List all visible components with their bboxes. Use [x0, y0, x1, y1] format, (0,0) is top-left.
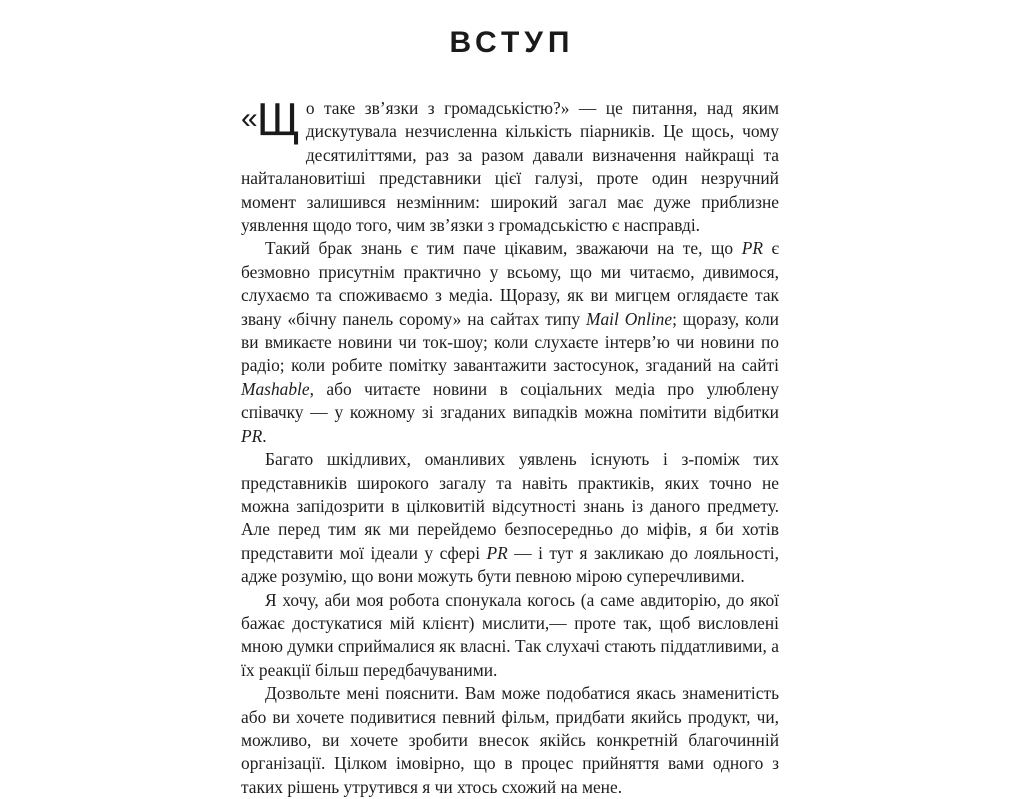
drop-cap-letter: Щ: [256, 93, 300, 145]
paragraph-3-part-a: Багато шкідливих, оманливих уявлень існують і з-поміж тих представників широкого загалу та навіть практиків, яких точно не можна запідозрити в цілковитій відсутності знань із даного предмету. Але перед тим як ми перейдемо безпосередньо до міфів, я би хотів представити мої ідеали у сфері: [241, 449, 779, 563]
paragraph-2-part-e: .: [262, 425, 267, 446]
paragraph-1-text: о таке зв’язки з громадськістю?» — це питання, над яким дискутувала незчисленна кількість піарників. Це щось, чому десятиліттями, раз за разом давали визначення найкращі та найталановитіші представники цієї галузі, проте один незручний момент залишився незмінним: широкий загал має дуже приблизне уявлення щодо того, чим зв’язки з громадськістю є насправді.: [241, 98, 779, 236]
paragraph-2-part-b: є безмовно присутнім практично у всьому, що ми читаємо, дивимося, слухаємо та споживаємо з медіа. Щоразу, як ви мигцем оглядаєте так звану «бічну панель сорому» на сайтах типу: [241, 238, 779, 329]
paragraph-4: Я хочу, аби моя робота спонукала когось (а саме авдиторію, до якої бажає достукатися мій клієнт) мислити,— проте так, щоб висловлені мною думки сприймалися як власні. Так слухачі стають піддатливими, а їх реакції більш передбачуваними.: [241, 589, 779, 680]
paragraph-1: [241, 93, 779, 237]
paragraph-2-mail-online: Mail Online: [585, 308, 673, 329]
paragraph-3-part-b: — і тут я закликаю до лояльності, адже розумію, що вони можуть бути певною мірою суперечливими.: [241, 542, 779, 587]
chapter-title: ВСТУП: [449, 26, 575, 59]
drop-cap: [241, 93, 300, 145]
paragraph-2-part-d: , або читаєте новини в соціальних медіа про улюблену співачку — у кожному зі згаданих випадків можна помітити відбитки: [241, 378, 779, 423]
drop-cap-quote: «: [241, 102, 255, 135]
paragraph-2-part-c: ; щоразу, коли ви вмикаєте новини чи ток-шоу; коли слухаєте інтерв’ю чи новини по радіо; коли робите помітку завантажити застосунок, згаданий на сайті: [241, 308, 779, 376]
body-text: [241, 93, 779, 799]
paragraph-3-pr: PR: [486, 542, 508, 563]
paragraph-2-pr-2: PR: [241, 425, 263, 446]
paragraph-2-part-a: Такий брак знань є тим паче цікавим, зважаючи на те, що: [265, 238, 742, 259]
paragraph-3: [241, 448, 779, 588]
paragraph-5: Дозвольте мені пояснити. Вам може подобатися якась знаменитість або ви хочете подивитися певний фільм, придбати якийсь продукт, чи, можливо, ви хочете зробити внесок якійсь конкретній благочинній організації. Цілком імовірно, що в процес прийняття вами одного з таких рішень утрутився я чи хтось схожий на мене.: [241, 683, 779, 797]
paragraph-2: [241, 237, 779, 448]
paragraph-2-pr-1: PR: [741, 238, 763, 259]
paragraph-2-mashable: Mashable: [241, 378, 310, 399]
